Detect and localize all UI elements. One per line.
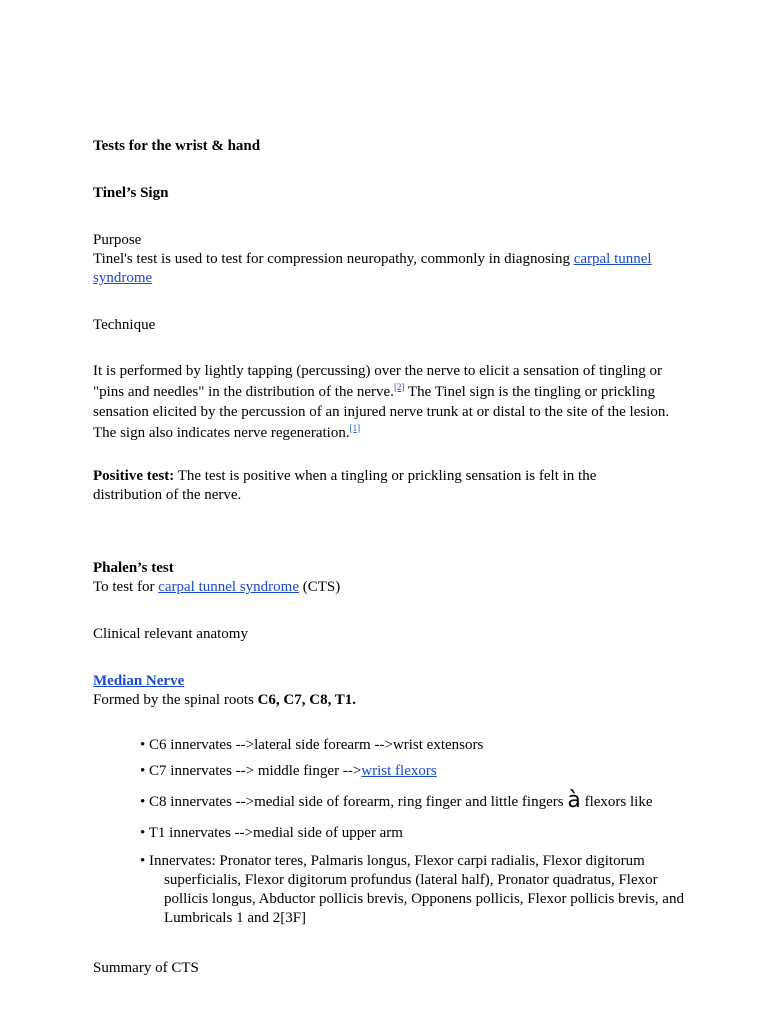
tinel-technique-paragraph: It is performed by lightly tapping (percussing) over the nerve to elicit a sensation of tingling or "pins and needles" in the distribution of the nerve.[2] The Tinel sign is the tingling or prickling sensation elicited by the percussion of an injured nerve trunk at or distal to the site of the lesion. The sign also indicates nerve regeneration.[1]: [93, 363, 670, 441]
list-item-t1: • T1 innervates -->medial side of upper arm: [140, 825, 403, 841]
wrist-flexors-link[interactable]: wrist flexors: [361, 763, 437, 779]
summary-of-cts-label: Summary of CTS: [93, 960, 199, 976]
list-item-c6: • C6 innervates -->lateral side forearm -->wrist extensors: [140, 737, 484, 753]
tinel-technique-label: Technique: [93, 317, 156, 333]
tinel-sign-heading: Tinel’s Sign: [93, 185, 169, 201]
median-nerve-link[interactable]: Median Nerve: [93, 673, 185, 689]
median-nerve-roots: Formed by the spinal roots C6, C7, C8, T1.: [93, 692, 357, 708]
arrow-glyph: à: [567, 788, 581, 813]
list-item-c8: • C8 innervates -->medial side of forearm, ring finger and little fingers à flexors like: [140, 788, 653, 813]
phalen-test-heading: Phalen’s test: [93, 560, 174, 576]
carpal-tunnel-syndrome-link-2[interactable]: carpal tunnel syndrome: [158, 579, 299, 595]
reference-2-link[interactable]: [2]: [393, 381, 405, 392]
list-item-innervates: • Innervates: Pronator teres, Palmaris longus, Flexor carpi radialis, Flexor digitorum superficialis, Flexor digitorum profundus (lateral half), Pronator quadratus, Flexor pollicis longus, Abductor pollicis brevis, Opponens pollicis, Flexor pollicis brevis, and Lumbricals 1 and 2[3F]: [140, 853, 684, 926]
phalen-intro-paragraph: To test for carpal tunnel syndrome (CTS): [93, 579, 341, 595]
tinel-purpose-paragraph: Tinel's test is used to test for compression neuropathy, commonly in diagnosing carpal tunnel syndrome: [93, 251, 652, 286]
list-item-c7: • C7 innervates --> middle finger -->wrist flexors: [140, 763, 437, 779]
clinical-anatomy-label: Clinical relevant anatomy: [93, 626, 248, 642]
tinel-purpose-label: Purpose: [93, 232, 142, 248]
reference-1-link[interactable]: [1]: [349, 422, 361, 433]
document-title: Tests for the wrist & hand: [93, 138, 261, 154]
median-nerve-heading: [93, 672, 693, 691]
tinel-positive-test-paragraph: Positive test: The test is positive when a tingling or prickling sensation is felt in the distribution of the nerve.: [93, 468, 597, 503]
carpal-tunnel-syndrome-link[interactable]: carpal tunnel syndrome: [93, 251, 652, 286]
